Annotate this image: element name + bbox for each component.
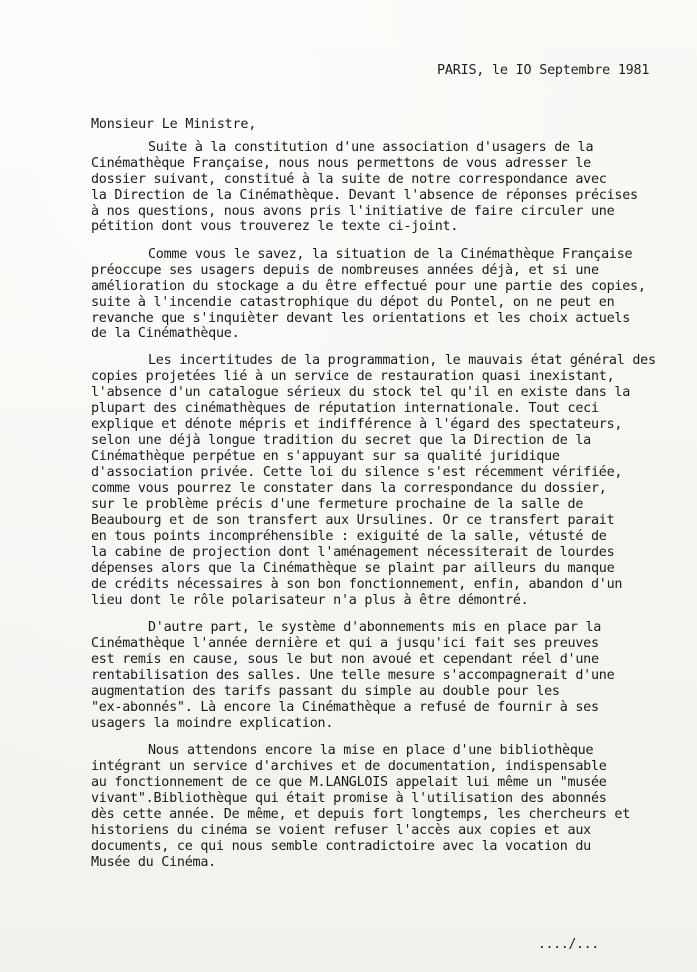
paragraph-3-line-16: lieu dont le rôle polarisateur n'a plus à être démontré. <box>91 593 529 608</box>
paragraph-1-line-3: dossier suivant, constitué à la suite de notre correspondance avec <box>91 172 607 187</box>
paragraph-2-line-2: préoccupe ses usagers depuis de nombreuses années déjà, et si une <box>91 263 599 278</box>
paragraph-3-line-4: plupart des cinémathèques de réputation internationale. Tout ceci <box>91 401 599 416</box>
salutation: Monsieur Le Ministre, <box>91 117 257 132</box>
continuation-marker: ..../... <box>538 937 600 952</box>
paragraph-4-line-3: est remis en cause, sous le but non avoué et cependant réel d'une <box>91 652 599 667</box>
paragraph-3-line-6: selon une déjà longue tradition du secret que la Direction de la <box>91 433 591 448</box>
paragraph-3-line-14: dépenses alors que la Cinémathèque se plaint par ailleurs du manque <box>91 561 615 576</box>
paragraph-1-line-1: Suite à la constitution d'une association d'usagers de la <box>148 140 594 155</box>
paragraph-4-line-7: usagers la moindre explication. <box>91 716 334 731</box>
paragraph-1-line-6: pétition dont vous trouverez le texte ci-joint. <box>91 219 459 234</box>
paragraph-5-line-7: documents, ce qui nous semble contradictoire avec la vocation du <box>91 839 591 854</box>
paragraph-1-line-5: à nos questions, nous avons pris l'initiative de faire circuler une <box>91 204 615 219</box>
paragraph-3-line-1: Les incertitudes de la programmation, le mauvais état général des <box>148 353 656 368</box>
paragraph-1-line-4: la Direction de la Cinémathèque. Devant l'absence de réponses précises <box>91 188 638 203</box>
paragraph-5-line-2: intégrant un service d'archives et de documentation, indispensable <box>91 759 607 774</box>
paragraph-2-line-5: revanche que s'inquièter devant les orientations et les choix actuels <box>91 311 631 326</box>
paragraph-3-line-3: l'absence d'un catalogue sérieux du stock tel qu'il en existe dans la <box>91 385 631 400</box>
paragraph-3-line-15: de crédits nécessaires à son bon fonctionnement, enfin, abandon d'un <box>91 577 623 592</box>
paragraph-3-line-2: copies projetées lié à un service de restauration quasi inexistant, <box>91 369 615 384</box>
paragraph-5-line-3: au fonctionnement de ce que M.LANGLOIS appelait lui même un "musée <box>91 775 607 790</box>
paragraph-2-line-4: suite à l'incendie catastrophique du dépot du Pontel, on ne peut en <box>91 295 615 310</box>
paragraph-2-line-1: Comme vous le savez, la situation de la Cinémathèque Française <box>148 247 633 262</box>
paragraph-3-line-5: explique et dénote mépris et indifférence à l'égard des spectateurs, <box>91 417 623 432</box>
paragraph-3-line-12: en tous points incompréhensible : exiguité de la salle, vétusté de <box>91 529 607 544</box>
paragraph-5-line-6: historiens du cinéma se voient refuser l'accès aux copies et aux <box>91 823 591 838</box>
paragraph-4-line-2: Cinémathèque l'année dernière et qui a jusqu'ici fait ses preuves <box>91 636 599 651</box>
paragraph-4-line-1: D'autre part, le système d'abonnements mis en place par la <box>148 620 602 635</box>
paragraph-3-line-11: Beaubourg et de son transfert aux Ursulines. Or ce transfert parait <box>91 513 615 528</box>
paragraph-5-line-8: Musée du Cinéma. <box>91 855 216 870</box>
paragraph-3-line-13: la cabine de projection dont l'aménagement nécessiterait de lourdes <box>91 545 615 560</box>
paragraph-5-line-1: Nous attendons encore la mise en place d'une bibliothèque <box>148 743 594 758</box>
paragraph-5-line-5: dès cette année. De même, et depuis fort longtemps, les chercheurs et <box>91 807 631 822</box>
paragraph-2-line-3: amélioration du stockage a du être effectué pour une partie des copies, <box>91 279 646 294</box>
paragraph-3-line-10: sur le problème précis d'une fermeture prochaine de la salle de <box>91 497 584 512</box>
paragraph-3-line-9: comme vous pourrez le constater dans la correspondance du dossier, <box>91 481 607 496</box>
paragraph-2-line-6: de la Cinémathèque. <box>91 326 240 341</box>
paragraph-5-line-4: vivant".Bibliothèque qui était promise à l'utilisation des abonnés <box>91 791 607 806</box>
letter-date: PARIS, le IO Septembre 1981 <box>437 63 650 78</box>
paragraph-4-line-6: "ex-abonnés". Là encore la Cinémathèque a refusé de fournir à ses <box>91 700 599 715</box>
paragraph-4-line-5: augmentation des tarifs passant du simple au double pour les <box>91 684 560 699</box>
paragraph-1-line-2: Cinémathèque Française, nous nous permettons de vous adresser le <box>91 156 591 171</box>
paragraph-3-line-8: d'association privée. Cette loi du silence s'est récemment vérifiée, <box>91 465 623 480</box>
paragraph-3-line-7: Cinémathèque perpétue en s'appuyant sur sa qualité juridique <box>91 449 560 464</box>
paragraph-4-line-4: rentabilisation des salles. Une telle mesure s'accompagnerait d'une <box>91 668 615 683</box>
